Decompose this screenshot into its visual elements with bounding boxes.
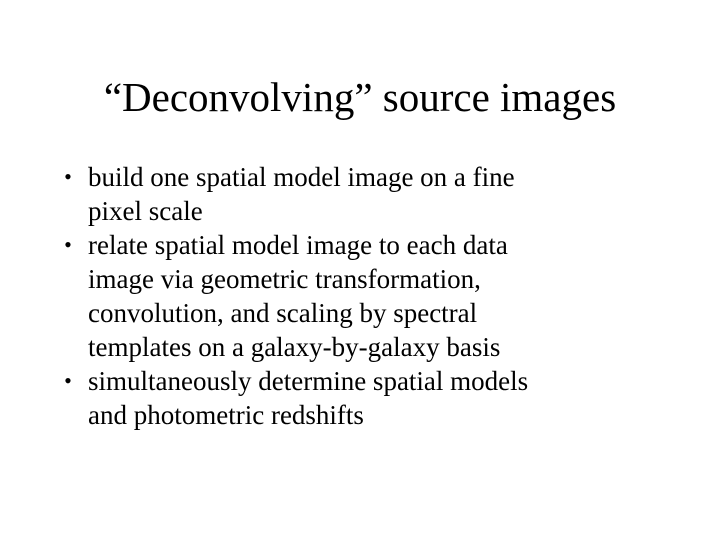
bullet-text-line: convolution, and scaling by spectral (88, 298, 478, 328)
bullet-text-line: simultaneously determine spatial models (88, 366, 529, 396)
bullet-text-line: templates on a galaxy-by-galaxy basis (88, 332, 501, 362)
bullet-item-relate-model (0, 228, 720, 364)
bullet-text-line: image via geometric transformation, (88, 264, 481, 294)
bullet-icon: • (64, 232, 72, 257)
bullet-list (0, 160, 720, 432)
bullet-text-line: and photometric redshifts (88, 400, 364, 430)
bullet-item-determine-models (0, 364, 720, 432)
bullet-item-build-model (0, 160, 720, 228)
bullet-text-line: build one spatial model image on a fine (88, 162, 515, 192)
slide-title: “Deconvolving” source images (103, 74, 617, 120)
bullet-text-line: relate spatial model image to each data (88, 230, 508, 260)
bullet-icon: • (64, 164, 72, 189)
bullet-text-line: pixel scale (88, 196, 203, 226)
bullet-icon: • (64, 368, 72, 393)
